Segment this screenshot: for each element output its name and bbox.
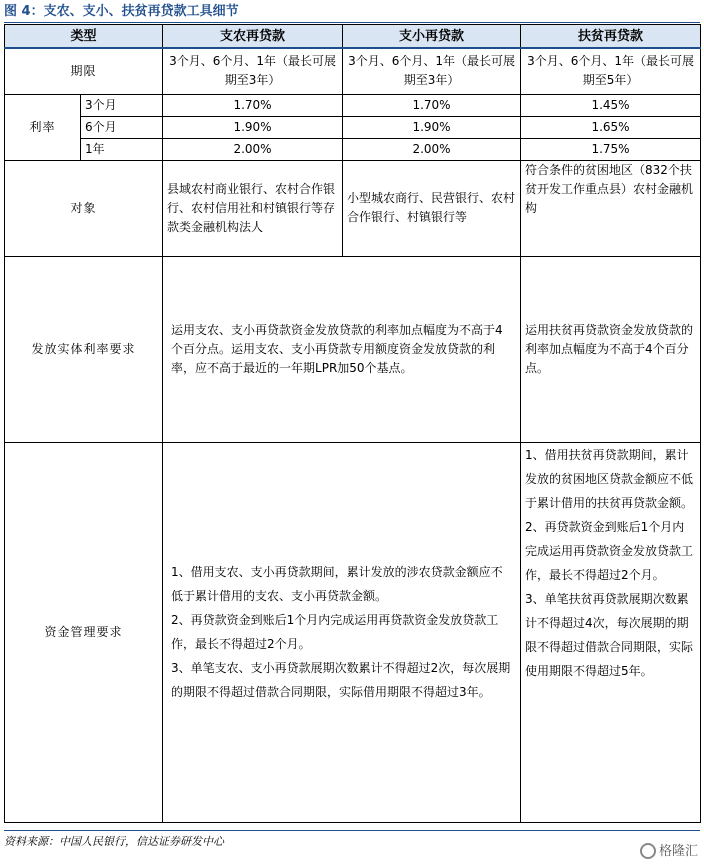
lending-rate-poverty: 运用扶贫再贷款资金发放贷款的利率加点幅度为不高于4个百分点。 [521,256,701,442]
rate-small-3m: 1.70% [343,94,521,116]
rate-poverty-6m: 1.65% [521,116,701,138]
rate-term-6m: 6个月 [81,116,163,138]
table-row-rate-3m [5,94,701,116]
rate-small-1y: 2.00% [343,138,521,160]
rate-agri-3m: 1.70% [163,94,343,116]
fund-management-poverty: 1、借用扶贫再贷款期间，累计发放的贫困地区贷款金额应不低于累计借用的扶贫再贷款金额。 2、再贷款资金到账后1个月内完成运用再贷款资金发放贷款工作，最长不得超过2个月。 3、单笔扶贫再贷款展期次数累计不得超过4次，每次展期的期限不得超过借款合同期限，实际使用期限不得超过5年。 [521,442,701,822]
rate-small-6m: 1.90% [343,116,521,138]
header-small: 支小再贷款 [343,25,521,49]
row-label-term: 期限 [5,48,163,94]
figure-title: 图 4：支农、支小、扶贫再贷款工具细节 [4,2,700,23]
watermark-logo-icon [640,843,656,859]
target-poverty: 符合条件的贫困地区（832个扶贫开发工作重点县）农村金融机构 [521,160,701,256]
header-type: 类型 [5,25,163,49]
watermark [640,840,698,860]
lending-rate-agri-small: 运用支农、支小再贷款资金发放贷款的利率加点幅度为不高于4个百分点。运用支农、支小再贷款专用额度资金发放贷款的利率，应不高于最近的一年期LPR加50个基点。 [163,256,521,442]
row-label-lending-rate: 发放实体利率要求 [5,256,163,442]
rate-agri-6m: 1.90% [163,116,343,138]
source-divider [4,830,700,831]
table-row-fund-management [5,442,701,822]
rate-agri-1y: 2.00% [163,138,343,160]
target-small: 小型城农商行、民营银行、农村合作银行、村镇银行等 [343,160,521,256]
target-agri: 县域农村商业银行、农村合作银行、农村信用社和村镇银行等存款类金融机构法人 [163,160,343,256]
term-agri: 3个月、6个月、1年（最长可展期至3年） [163,48,343,94]
row-label-fund-management: 资金管理要求 [5,442,163,822]
table-row-lending-rate [5,256,701,442]
term-poverty: 3个月、6个月、1年（最长可展期至5年） [521,48,701,94]
header-agri: 支农再贷款 [163,25,343,49]
rate-poverty-3m: 1.45% [521,94,701,116]
table-header-row [5,25,701,49]
row-label-target: 对象 [5,160,163,256]
row-label-rate: 利率 [5,94,81,160]
table-row-rate-1y [5,138,701,160]
tool-details-table [4,24,700,830]
rate-term-1y: 1年 [81,138,163,160]
rate-term-3m: 3个月 [81,94,163,116]
table-row-target [5,160,701,256]
term-small: 3个月、6个月、1年（最长可展期至3年） [343,48,521,94]
watermark-text: 格隆汇 [658,843,698,859]
table-row-term [5,48,701,94]
table-row-rate-6m [5,116,701,138]
fund-management-agri-small: 1、借用支农、支小再贷款期间，累计发放的涉农贷款金额应不低于累计借用的支农、支小再贷款金额。 2、再贷款资金到账后1个月内完成运用再贷款资金发放贷款工作，最长不得超过2个月。 3、单笔支农、支小再贷款展期次数累计不得超过2次，每次展期的期限不得超过借款合同期限，实际借用期限不得超过3年。 [163,442,521,822]
source-note: 资料来源：中国人民银行，信达证券研发中心 [4,835,224,848]
header-poverty: 扶贫再贷款 [521,25,701,49]
rate-poverty-1y: 1.75% [521,138,701,160]
